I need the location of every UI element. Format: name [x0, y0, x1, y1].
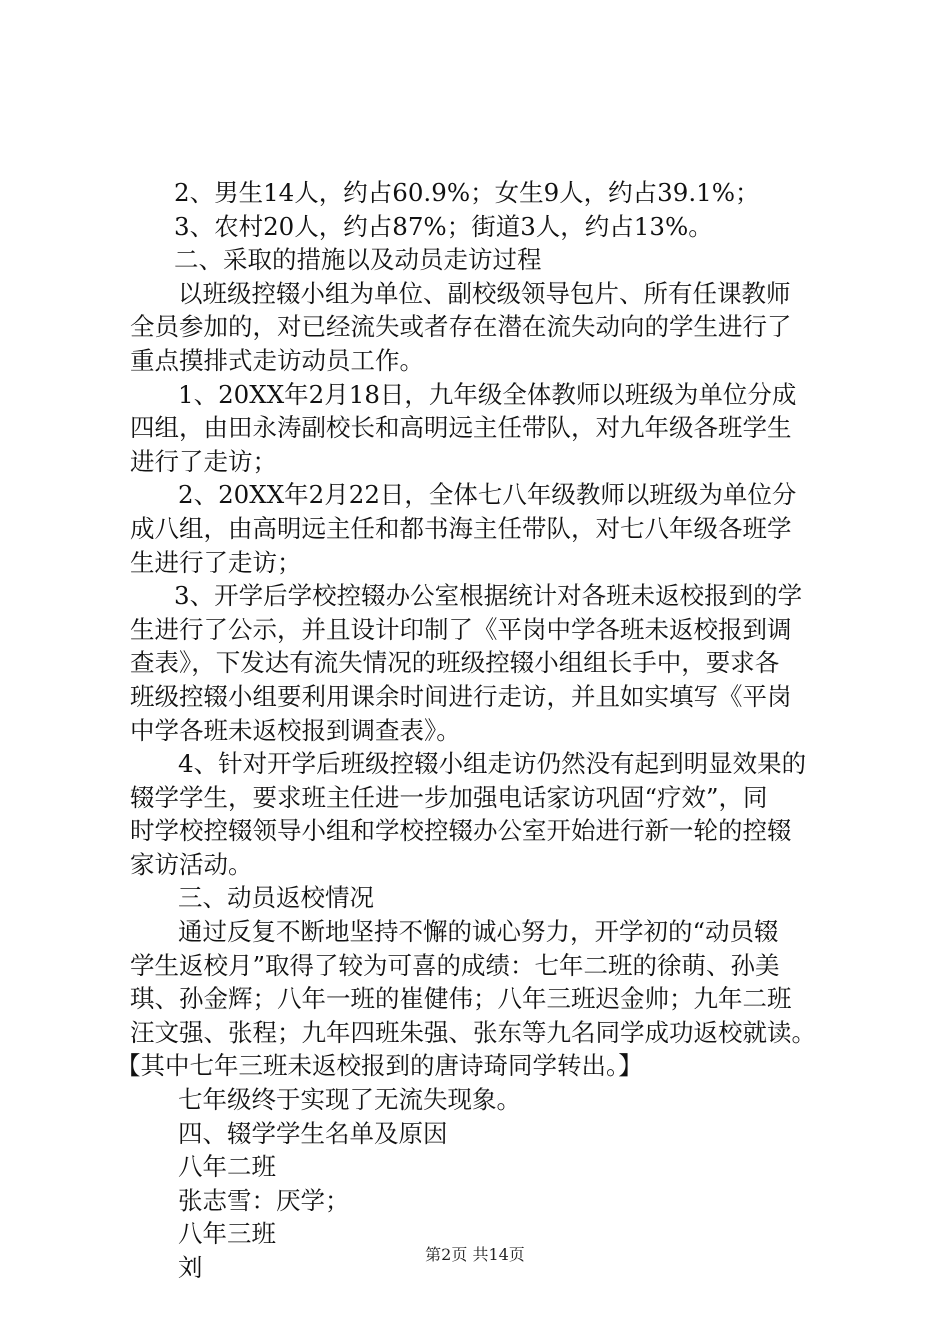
student-entry: 刘 [178, 1253, 203, 1282]
text-line: 中学各班未返校报到调查表》。 [130, 715, 461, 745]
text-line: 【其中七年三班未返校报到的唐诗琦同学转出。】 [116, 1051, 643, 1081]
page-number-footer: 第2页 共14页 [425, 1245, 525, 1264]
text-line: 全员参加的，对已经流失或者存在潜在流失动向的学生进行了 [130, 312, 792, 342]
text-line: 四组，由田永涛副校长和高明远主任带队，对九年级各班学生 [130, 413, 792, 443]
text-line: 时学校控辍领导小组和学校控辍办公室开始进行新一轮的控辍 [130, 816, 792, 846]
text-line: 班级控辍小组要利用课余时间进行走访，并且如实填写《平岗 [130, 681, 792, 711]
student-entry: 张志雪：厌学； [178, 1185, 350, 1215]
text-line: 1、20XX年2月18日，九年级全体教师以班级为单位分成 [178, 379, 797, 409]
text-line: 汪文强、张程；九年四班朱强、张东等九名同学成功返校就读。 [130, 1017, 816, 1047]
text-line: 七年级终于实现了无流失现象。 [178, 1085, 521, 1115]
text-line: 以班级控辍小组为单位、副校级领导包片、所有任课教师 [178, 278, 791, 308]
text-line: 3、开学后学校控辍办公室根据统计对各班未返校报到的学 [174, 581, 803, 611]
text-line: 通过反复不断地坚持不懈的诚心努力，开学初的“动员辍 [178, 917, 779, 947]
text-line: 生进行了走访； [130, 547, 302, 577]
text-line: 进行了走访； [130, 446, 277, 476]
text-line: 4、针对开学后班级控辍小组走访仍然没有起到明显效果的 [178, 749, 807, 779]
text-line: 2、男生14人，约占60.9%；女生9人，约占39.1%； [174, 178, 760, 207]
class-name: 八年二班 [178, 1152, 276, 1182]
document-body [116, 176, 840, 1285]
text-line: 3、农村20人，约占87%；街道3人，约占13%。 [174, 211, 713, 241]
section-heading: 四、辍学学生名单及原因 [178, 1118, 448, 1148]
text-line: 琪、孙金辉；八年一班的崔健伟；八年三班迟金帅；九年二班 [130, 984, 792, 1014]
text-line: 查表》，下发达有流失情况的班级控辍小组组长手中，要求各 [130, 648, 780, 678]
text-line: 成八组，由高明远主任和都书海主任带队，对七八年级各班学 [130, 513, 792, 543]
section-heading: 二、采取的措施以及动员走访过程 [174, 245, 542, 275]
class-name: 八年三班 [178, 1219, 276, 1249]
section-heading: 三、动员返校情况 [178, 883, 374, 913]
text-line: 2、20XX年2月22日，全体七八年级教师以班级为单位分 [178, 480, 797, 510]
text-line: 家访活动。 [130, 849, 253, 879]
text-line: 辍学学生，要求班主任进一步加强电话家访巩固“疗效”，同 [130, 782, 768, 812]
text-line: 学生返校月”取得了较为可喜的成绩：七年二班的徐萌、孙美 [130, 950, 780, 980]
text-line: 重点摸排式走访动员工作。 [130, 345, 424, 375]
text-line: 生进行了公示，并且设计印制了《平岗中学各班未返校报到调 [130, 614, 792, 644]
